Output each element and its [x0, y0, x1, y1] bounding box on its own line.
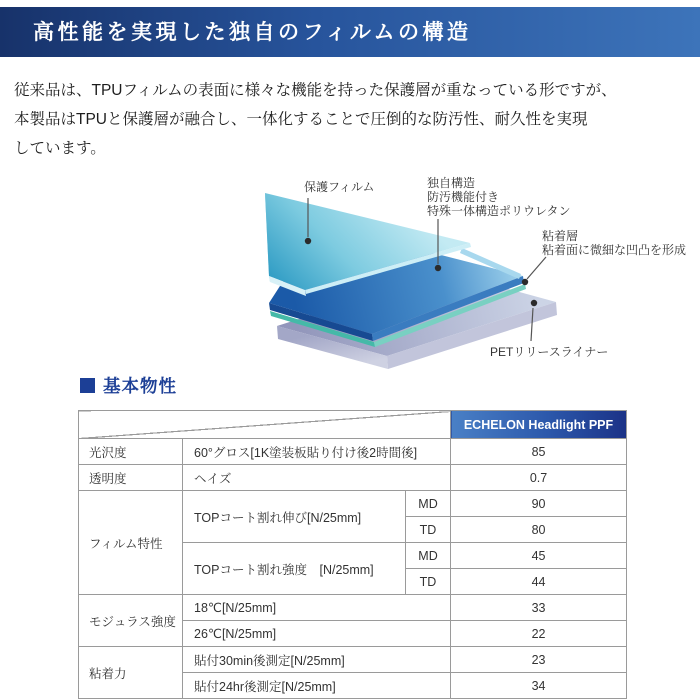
film-layers-illustration: [250, 170, 690, 375]
intro-line: 本製品はTPUと保護層が融合し、一体化することで圧倒的な防汚性、耐久性を実現: [14, 111, 588, 128]
test-cell: 26℃[N/25mm]: [183, 621, 451, 647]
direction-cell: TD: [406, 517, 451, 543]
value-cell: 33: [451, 595, 627, 621]
category-cell: 粘着力: [79, 647, 183, 699]
value-cell: 22: [451, 621, 627, 647]
value-cell: 90: [451, 491, 627, 517]
table-row: [79, 465, 627, 491]
label-unique-structure: 独自構造: [427, 176, 476, 190]
intro-paragraph: [14, 76, 692, 163]
value-cell: 45: [451, 543, 627, 569]
value-cell: 44: [451, 569, 627, 595]
product-column-header: ECHELON Headlight PPF: [451, 411, 627, 439]
label-unique-structure: 特殊一体構造ポリウレタン: [427, 204, 571, 218]
category-cell: フィルム特性: [79, 491, 183, 595]
direction-cell: MD: [406, 543, 451, 569]
direction-cell: TD: [406, 569, 451, 595]
banner-title: 高性能を実現した独自のフィルムの構造: [33, 20, 472, 44]
test-cell: 18℃[N/25mm]: [183, 595, 451, 621]
header-empty-cell: [79, 411, 451, 439]
category-cell: 透明度: [79, 465, 183, 491]
test-cell: ヘイズ: [183, 465, 451, 491]
value-cell: 34: [451, 673, 627, 699]
table-row: [79, 595, 627, 621]
table-row: [79, 491, 627, 517]
value-cell: 0.7: [451, 465, 627, 491]
label-unique-structure: 防汚機能付き: [427, 190, 500, 204]
section-heading: [80, 373, 177, 398]
intro-line: しています。: [14, 140, 106, 157]
intro-line: 従来品は、TPUフィルムの表面に様々な機能を持った保護層が重なっている形ですが、: [14, 82, 617, 99]
label-adhesive: 粘着面に微細な凹凸を形成: [542, 243, 687, 257]
test-cell: 貼付24hr後測定[N/25mm]: [183, 673, 451, 699]
label-pet-liner: PETリリースライナー: [490, 345, 609, 359]
section-banner: [0, 7, 700, 57]
category-cell: 光沢度: [79, 439, 183, 465]
label-protective-film: 保護フィルム: [304, 180, 375, 194]
category-cell: モジュラス強度: [79, 595, 183, 647]
square-bullet-icon: [80, 378, 95, 393]
value-cell: 23: [451, 647, 627, 673]
table-header-row: [79, 411, 627, 439]
label-adhesive: 粘着層: [542, 229, 579, 243]
table-row: [79, 439, 627, 465]
test-cell: TOPコート割れ伸び[N/25mm]: [183, 491, 406, 543]
section-title: 基本物性: [103, 376, 177, 396]
table-row: [79, 647, 627, 673]
direction-cell: MD: [406, 491, 451, 517]
test-cell: 貼付30min後測定[N/25mm]: [183, 647, 451, 673]
basic-properties-table: [78, 410, 627, 699]
value-cell: 85: [451, 439, 627, 465]
film-structure-diagram: [250, 170, 690, 375]
value-cell: 80: [451, 517, 627, 543]
test-cell: TOPコート割れ強度 [N/25mm]: [183, 543, 406, 595]
test-cell: 60°グロス[1K塗装板貼り付け後2時間後]: [183, 439, 451, 465]
